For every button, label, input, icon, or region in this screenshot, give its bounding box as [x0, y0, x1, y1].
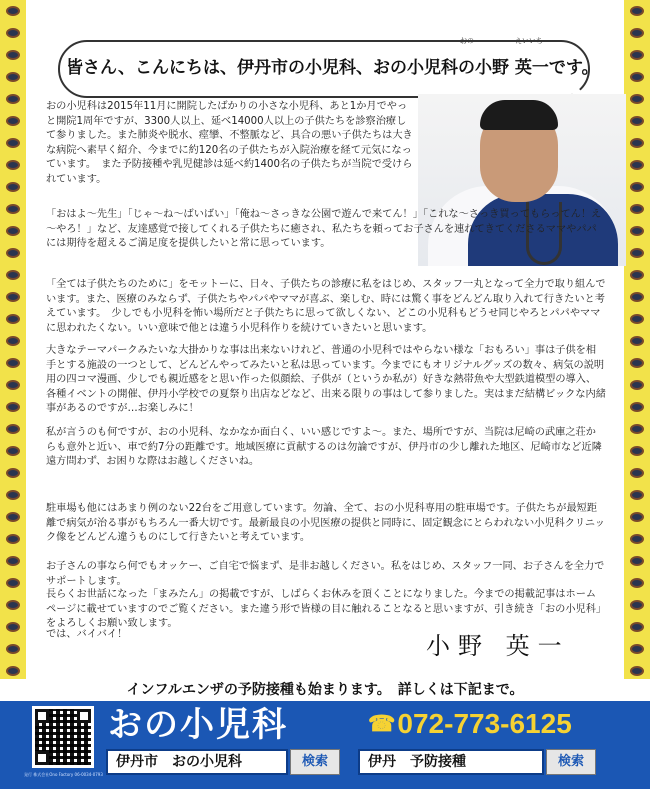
search-box-clinic[interactable]: 伊丹市 おの小児科	[106, 749, 288, 775]
border-ring-decoration	[624, 396, 650, 418]
border-ring-decoration	[624, 616, 650, 638]
paragraph-parking: 駐車場も他にはあまり例のない22台をご用意しています。勿論、全て、おの小児科専用の駐車場です。子供たちが最短距離で病気が治る事がもちろん一番大切です。最新最良の小児医療の提供と同時に、固定観念にとらわれない小児科クリニック像をどんどん違うものにして行きたいと考えています。	[46, 503, 605, 544]
border-ring-decoration	[624, 374, 650, 396]
border-ring-decoration	[624, 132, 650, 154]
border-ring-decoration	[0, 594, 26, 616]
fine-print: 発行 株式会社Ono Factory 06-0034-0793	[24, 772, 103, 777]
paragraph-farewell: 長らくお世話になった「まみたん」の掲載ですが、しばらくお休みを頂くことになりました。今までの掲載記事はホームページに載せていますのでご覧ください。また違う形で皆様の目に触れることなると思いますが、引き続き「おの小児科」をよろしくお願い致します。	[46, 589, 602, 630]
border-ring-decoration	[0, 0, 26, 22]
border-ring-decoration	[0, 572, 26, 594]
border-ring-decoration	[624, 286, 650, 308]
search-box-vaccination[interactable]: 伊丹 予防接種	[358, 749, 544, 775]
border-ring-decoration	[624, 418, 650, 440]
border-ring-decoration	[624, 110, 650, 132]
border-ring-decoration	[0, 132, 26, 154]
border-ring-decoration	[0, 484, 26, 506]
clinic-name: おの小児科	[108, 705, 288, 745]
border-ring-decoration	[0, 506, 26, 528]
border-ring-decoration	[0, 418, 26, 440]
border-ring-decoration	[0, 176, 26, 198]
notice-text: インフルエンザの予防接種も始まります。 詳しくは下記まで。	[126, 682, 524, 698]
phone-number[interactable]	[368, 708, 572, 740]
border-ring-decoration	[0, 66, 26, 88]
border-ring-decoration	[0, 154, 26, 176]
border-ring-decoration	[624, 220, 650, 242]
border-ring-decoration	[624, 550, 650, 572]
border-ring-decoration	[624, 88, 650, 110]
border-ring-decoration	[0, 462, 26, 484]
border-ring-decoration	[624, 22, 650, 44]
border-ring-decoration	[0, 110, 26, 132]
qr-code[interactable]	[32, 706, 94, 768]
border-ring-decoration	[0, 330, 26, 352]
letter-content	[28, 0, 622, 686]
border-ring-decoration	[0, 286, 26, 308]
border-ring-decoration	[624, 44, 650, 66]
border-ring-decoration	[624, 0, 650, 22]
paragraph-fun: 大きなテーマパークみたいな大掛かりな事は出来ないけれど、普通の小児科ではやらない様な「おもろい」事は子供を相手とする施設の一つとして、どんどんやってみたいと私は思っています。今までにもオリジナルグッズの数々、病気の説明用の四コマ漫画、少しでも親近感をと思い作った似顔絵、子供が（というか私が）好きな熱帯魚や大型鉄道模型の導入、各種イベントの開催、伊丹小学校での夏祭り出店などなど、出来る限りの事はして参りました。実はまだ結構ビックな内緒事があるのですが…お楽しみに！	[46, 345, 606, 415]
paragraph-intro: おの小児科は2015年11月に開院したばかりの小さな小児科、あと1か月でやっと開院1周年ですが、3300人以上、延べ14000人以上の子供たちを診察治療して参りました。また肺炎や脱水、痙攣、不整脈など、具合の悪い子供たちは大きな病院へ素早く紹介、今までに約120名の子供たちが入院治療を経て元気になっています。 また予防接種や乳児健診は延べ約1400名の子供たちが当院で受けられています。	[46, 101, 413, 185]
ruby-eiichi: えいいち	[515, 37, 543, 45]
border-ring-decoration	[624, 242, 650, 264]
border-ring-decoration	[0, 528, 26, 550]
ruby-ono: おの	[460, 37, 474, 45]
border-ring-decoration	[0, 396, 26, 418]
border-ring-decoration	[624, 572, 650, 594]
border-ring-decoration	[0, 264, 26, 286]
border-ring-decoration	[624, 264, 650, 286]
paragraph-location: 私が言うのも何ですが、おの小児科、なかなか面白く、いい感じですよ～。また、場所ですが、当院は尼崎の武庫之荘からも意外と近い、車で約7分の距離です。地域医療に貢献するのは勿論ですが、伊丹市の少し離れた地区、尼崎市など近隣遠方問わず、お困りな際はお越しくださいね。	[46, 427, 602, 468]
search-button-clinic[interactable]: 検索	[290, 749, 340, 775]
border-ring-decoration	[624, 308, 650, 330]
border-ring-decoration	[0, 242, 26, 264]
paragraph-support: お子さんの事なら何でもオッケー、ご自宅で悩まず、是非お越しください。私をはじめ、スタッフ一同、お子さんを全力でサポートします。	[46, 561, 605, 587]
border-ring-decoration	[0, 638, 26, 660]
paragraph-bye: では、バイバイ！	[46, 629, 128, 640]
signature: 小野 英一	[426, 632, 570, 660]
border-ring-decoration	[0, 88, 26, 110]
greeting-headline: 皆さん、こんにちは、伊丹市の小児科、おの小児科の小野 英一です。	[66, 58, 599, 78]
border-ring-decoration	[624, 330, 650, 352]
border-ring-decoration	[0, 550, 26, 572]
border-ring-decoration	[624, 198, 650, 220]
border-ring-decoration	[624, 154, 650, 176]
border-ring-decoration	[0, 440, 26, 462]
border-ring-decoration	[624, 462, 650, 484]
border-ring-decoration	[0, 22, 26, 44]
border-ring-decoration	[0, 308, 26, 330]
paragraph-children: 「おはよ～先生」「じゃ～ね～ばいばい」「俺ね～さっきな公園で遊んで来てん！」「これな～さっき買ってもらってん！え～やろ！」など、友達感覚で接してくれる子供たちに癒され、私たちを頼ってお子さんを連れてきてくださるママやパパには期待を超えるご満足度を提供したいと常に思っています。	[46, 209, 602, 250]
border-ring-decoration	[624, 176, 650, 198]
border-ring-decoration	[624, 66, 650, 88]
border-ring-decoration	[0, 374, 26, 396]
phone-number-text: 072-773-6125	[397, 708, 572, 739]
border-ring-decoration	[624, 594, 650, 616]
phone-icon: ☎	[368, 711, 396, 736]
right-decorative-border	[624, 0, 650, 686]
left-decorative-border	[0, 0, 26, 686]
border-ring-decoration	[624, 352, 650, 374]
border-ring-decoration	[0, 220, 26, 242]
border-ring-decoration	[624, 506, 650, 528]
border-ring-decoration	[0, 44, 26, 66]
search-button-vaccination[interactable]: 検索	[546, 749, 596, 775]
border-ring-decoration	[0, 198, 26, 220]
paragraph-motto: 「全ては子供たちのために」をモットーに、日々、子供たちの診療に私をはじめ、スタッフ一丸となって全力で取り組んでいます。また、医療のみならず、子供たちやパパやママが喜ぶ、楽しむ、時には驚く事をどんどん取り入れて行きたいと考えています。 少しでも小児科を怖い場所だと子供たちに思って欲しくない、どこの小児科もどうせ同じやろとパパやママに思われたくない。いい意味で他とは違う小児科作りを続けていきたいと思います。	[46, 279, 606, 334]
border-ring-decoration	[0, 616, 26, 638]
border-ring-decoration	[624, 440, 650, 462]
border-ring-decoration	[0, 352, 26, 374]
border-ring-decoration	[624, 638, 650, 660]
border-ring-decoration	[624, 528, 650, 550]
border-ring-decoration	[624, 484, 650, 506]
